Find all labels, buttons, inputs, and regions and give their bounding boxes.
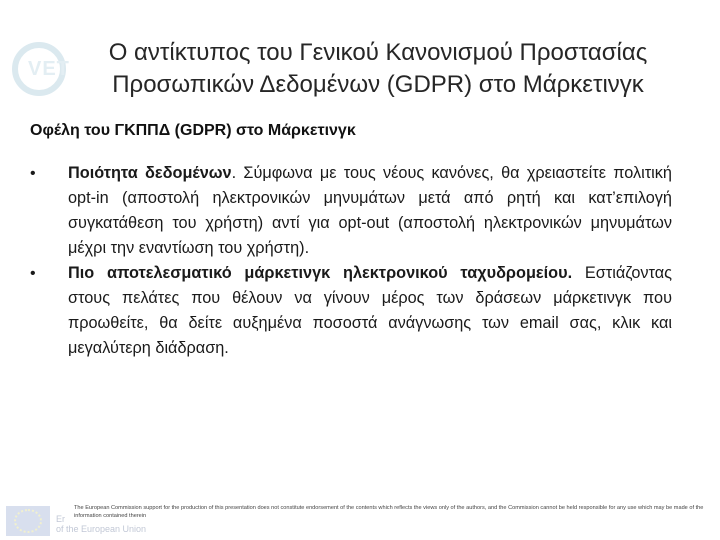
eu-caption-line-1: Er bbox=[56, 514, 65, 524]
bullet-heading: Ποιότητα δεδομένων bbox=[68, 164, 232, 182]
funding-disclaimer: The European Commission support for the production of this presentation does not constitute endorsement of the contents which reflects the views only of the authors, and the Commission cannot be held responsible for any use which may be made of the information contained therein bbox=[74, 505, 704, 519]
footer bbox=[0, 496, 720, 540]
bullet-item-data-quality bbox=[30, 161, 672, 261]
watermark-text: VET bbox=[28, 58, 70, 80]
bullet-list bbox=[30, 161, 672, 361]
bullet-icon: • bbox=[30, 265, 36, 282]
bullet-item-email-marketing bbox=[30, 261, 672, 361]
eu-flag-icon bbox=[6, 506, 50, 536]
bullet-text: Εστιάζοντας στους πελάτες που θέλουν να γίνουν μέρος των δράσεων μάρκετινγκ που προωθείτε, θα δείτε αυξημένα ποσοστά ανάγνωσης των email σας, κλικ και μεγαλύτερη διάδραση. bbox=[68, 264, 672, 357]
bullet-icon: • bbox=[30, 165, 36, 182]
slide-subtitle: Οφέλη του ΓΚΠΠΔ (GDPR) στο Μάρκετινγκ bbox=[30, 122, 356, 139]
bullet-heading: Πιο αποτελεσματικό μάρκετινγκ ηλεκτρονικού ταχυδρομείου. bbox=[68, 264, 573, 282]
eu-stars-icon bbox=[14, 509, 42, 533]
slide-title: Ο αντίκτυπος του Γενικού Κανονισμού Προστασίας Προσωπικών Δεδομένων (GDPR) στο Μάρκετινγκ bbox=[108, 39, 648, 98]
bullet-text: . Σύμφωνα με τους νέους κανόνες, θα χρειαστείτε πολιτική opt-in (αποστολή ηλεκτρονικών μηνυμάτων μετά από ρητή και κατ’επιλογή συγκατάθεση του χρήστη) αντί για opt-out (αποστολή ηλεκτρονικών μηνυμάτων μέχρι την εναντίωση του χρήστη). bbox=[68, 164, 672, 257]
eu-caption-line-2: of the European Union bbox=[56, 524, 147, 534]
